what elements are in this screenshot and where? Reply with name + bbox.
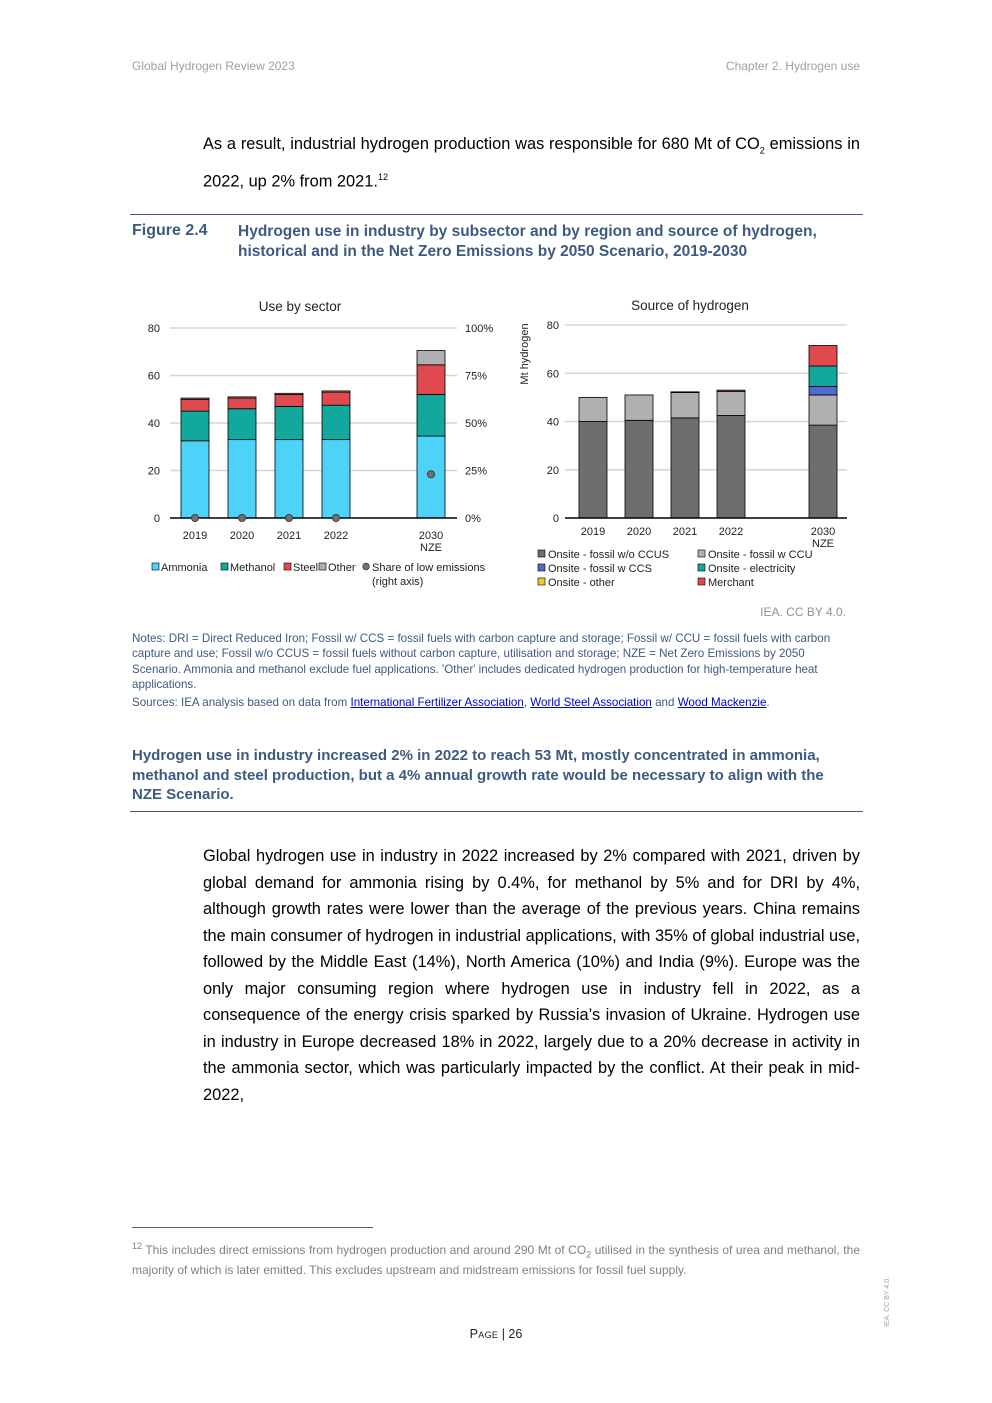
bar-segment [228, 397, 256, 398]
legend-label: Methanol [230, 562, 276, 574]
bar-segment [322, 405, 350, 439]
figure-label: Figure 2.4 [132, 222, 208, 239]
x-tick-label: 2019 [182, 530, 208, 542]
bar-segment [671, 393, 699, 418]
footnote-ref: 12 [377, 171, 388, 182]
x-tick-label: 2030 [810, 526, 836, 538]
footnote: $^{12}$ This includes direct emissions from hydrogen production and around 290 Mt of $CO_2$ utilised in the synthesis of urea and methanol, the majority of which is later emitted. This excludes upstream and midstream emissions for fossil fuel supply. [132, 1241, 860, 1278]
legend-swatch [538, 578, 545, 585]
y2-tick-label: 100% [465, 323, 494, 335]
legend-swatch [538, 550, 545, 557]
bar-segment [322, 392, 350, 405]
figure-sources: Sources: IEA analysis based on data from International Fertilizer Association, World Steel Association and Wood Mackenzie. [132, 696, 770, 709]
bar-segment [228, 398, 256, 409]
low-emissions-marker [285, 514, 292, 521]
legend-label: Onsite - fossil w CCS [548, 563, 652, 575]
y-tick-label: 0 [153, 513, 160, 525]
bar-segment [275, 395, 303, 407]
legend-label: Other [328, 562, 356, 574]
legend-label: Merchant [708, 577, 754, 589]
x-tick-label: 2020 [229, 530, 255, 542]
source-link-woodmac[interactable]: Wood Mackenzie [677, 696, 767, 709]
y-tick-label: 60 [546, 368, 559, 381]
side-license-text: IEA. CC BY 4.0. [883, 1276, 891, 1328]
x-tick-label: 2030 [418, 530, 444, 542]
legend-label: Onsite - other [548, 577, 615, 589]
bar-segment [625, 395, 653, 420]
running-header-left: Global Hydrogen Review 2023 [132, 59, 295, 73]
chart-title: Use by sector [258, 299, 342, 314]
bar-segment [322, 440, 350, 518]
bar-segment [417, 365, 445, 395]
bar-segment [417, 351, 445, 365]
legend-swatch [698, 578, 705, 585]
y2-tick-label: 25% [465, 465, 488, 478]
side-license [880, 1272, 894, 1332]
legend-swatch [698, 550, 705, 557]
figure-takeaway: Hydrogen use in industry increased 2% in 2022 to reach 53 Mt, mostly concentrated in ammonia, methanol and steel production, but a 4% annual growth rate would be necessary to align with the NZE Scenario. [132, 747, 824, 803]
y-tick-label: 60 [147, 370, 160, 383]
legend-label: Ammonia [161, 562, 208, 574]
bar-segment [417, 395, 445, 437]
figure-notes: Notes: DRI = Direct Reduced Iron; Fossil w/ CCS = fossil fuels with carbon capture and storage; Fossil w/ CCU = fossil fuels with carbon capture and use; Fossil w/o CCUS = fossil fuels without carbon capture, utilisation and storage; NZE = Net Zero Emissions by 2050 Scenario. Ammonia and methanol exclude fuel applications. 'Other' includes dedicated hydrogen production for high-temperature heat applications. [132, 632, 831, 692]
x-tick-label: 2020 [626, 526, 652, 538]
bar-segment [275, 393, 303, 394]
page-number: Page | 26 [469, 1327, 523, 1341]
y-tick-label: 80 [147, 323, 160, 335]
low-emissions-marker [427, 471, 434, 478]
source-link-ifa[interactable]: International Fertilizer Association [350, 696, 524, 709]
legend-label: Share of low emissions [372, 562, 486, 574]
x-tick-label: 2022 [718, 526, 744, 538]
bar-segment [228, 440, 256, 518]
x-tick-label: NZE [420, 542, 442, 554]
bar-segment [579, 422, 607, 519]
y-tick-label: 40 [147, 418, 160, 430]
y-tick-label: 40 [546, 416, 559, 429]
main-paragraph: Global hydrogen use in industry in 2022 increased by 2% compared with 2021, driven by global demand for ammonia rising by 0.4%, for methanol by 5% and for DRI by 4%, although growth rates were lower than the average of the previous years. China remains the main consumer of hydrogen in industrial applications, with 35% of global industrial use, followed by the Middle East (14%), North America (10%) and India (9%). Europe was the only major consuming region where hydrogen use in industry fell in 2022, as a consequence of the energy crisis sparked by Russia’s invasion of Ukraine. Hydrogen use in industry in Europe decreased 18% in 2022, largely due to a 20% decrease in activity in the ammonia sector, which was particularly impacted by the conflict. At their peak in mid-2022, [203, 847, 860, 1104]
intro-paragraph: As a result, industrial hydrogen production was responsible for 680 Mt of $CO_2$ emissions in 2022, up 2% from 2021.12 [203, 135, 861, 191]
legend-label: Onsite - electricity [708, 563, 796, 575]
footnote-rule [132, 1227, 373, 1228]
y-tick-label: 80 [546, 320, 559, 332]
y2-tick-label: 75% [465, 370, 488, 383]
legend-swatch [152, 563, 159, 570]
bar-segment [181, 441, 209, 518]
y-tick-label: 20 [147, 465, 160, 478]
x-tick-label: 2021 [276, 530, 302, 542]
low-emissions-marker [238, 514, 245, 521]
bar-segment [809, 387, 837, 395]
legend-label: Steel [293, 562, 319, 574]
legend-label: Onsite - fossil w CCU [708, 549, 813, 561]
bar-segment [181, 411, 209, 441]
chart-source-of-hydrogen [510, 292, 860, 597]
bar-segment [625, 420, 653, 518]
bar-segment [717, 390, 745, 391]
legend-swatch [284, 563, 291, 570]
bar-segment [275, 406, 303, 439]
figure-bottom-rule [130, 811, 863, 812]
legend-swatch [538, 564, 545, 571]
y-tick-label: 0 [552, 513, 559, 525]
bar-segment [809, 425, 837, 518]
legend-swatch [319, 563, 326, 570]
bar-segment [275, 440, 303, 518]
legend-label: (right axis) [372, 576, 424, 588]
low-emissions-marker [332, 514, 339, 521]
x-tick-label: 2022 [323, 530, 349, 542]
bar-segment [322, 391, 350, 392]
bar-segment [809, 366, 837, 387]
running-header-right: Chapter 2. Hydrogen use [725, 59, 860, 73]
low-emissions-marker [191, 514, 198, 521]
y2-tick-label: 0% [465, 513, 481, 525]
figure-title: Hydrogen use in industry by subsector and by region and source of hydrogen, historical and in the Net Zero Emissions by 2050 Scenario, 2019-2030 [238, 223, 817, 260]
legend-swatch [221, 563, 228, 570]
x-tick-label: 2019 [580, 526, 606, 538]
bar-segment [809, 346, 837, 367]
bar-segment [809, 395, 837, 425]
bar-segment [717, 391, 745, 415]
bar-segment [181, 398, 209, 399]
bar-segment [228, 409, 256, 440]
bar-segment [579, 397, 607, 421]
chart-use-by-sector [130, 292, 510, 597]
legend-marker [363, 563, 370, 570]
x-tick-label: NZE [812, 538, 834, 550]
chart-title: Source of hydrogen [631, 298, 749, 313]
y-axis-label: Mt hydrogen [519, 323, 531, 385]
legend-swatch [698, 564, 705, 571]
bar-segment [717, 415, 745, 518]
source-link-worldsteel[interactable]: World Steel Association [530, 696, 652, 709]
figure-credit: IEA. CC BY 4.0. [760, 605, 846, 619]
bar-segment [181, 399, 209, 411]
y2-tick-label: 50% [465, 418, 488, 430]
y-tick-label: 20 [546, 464, 559, 477]
figure-top-rule [130, 214, 863, 215]
bar-segment [671, 418, 699, 518]
legend-label: Onsite - fossil w/o CCUS [548, 549, 670, 561]
bar-segment [671, 392, 699, 393]
x-tick-label: 2021 [672, 526, 698, 538]
